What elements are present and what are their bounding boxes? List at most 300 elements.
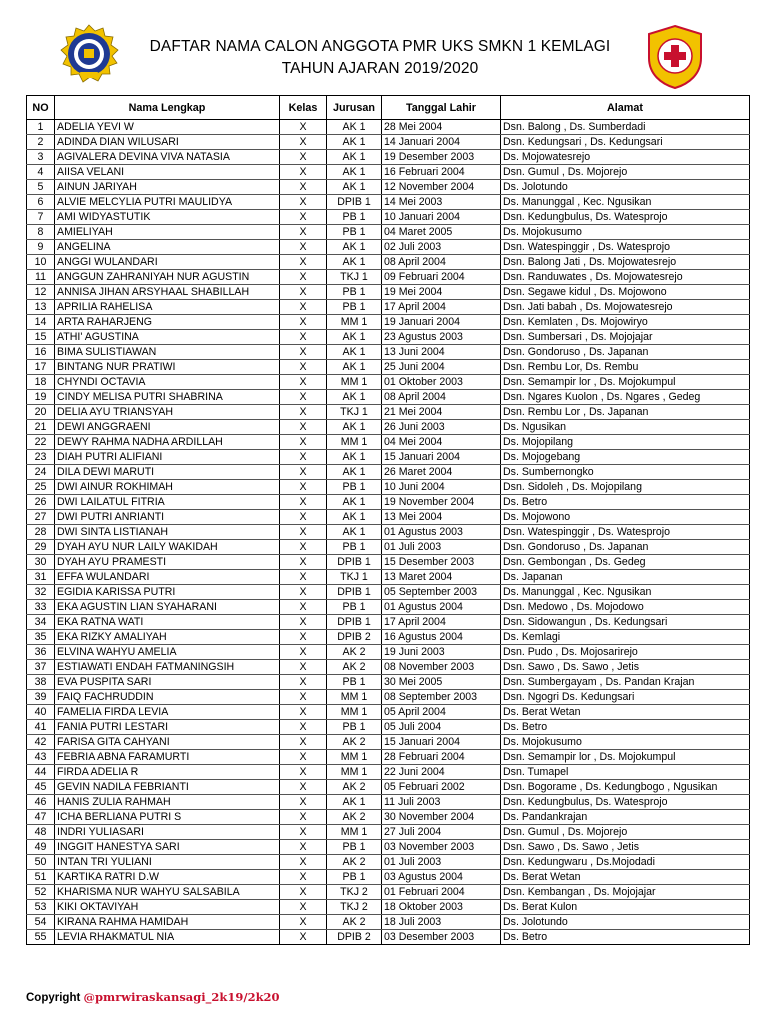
cell-nama: FIRDA ADELIA R xyxy=(55,765,280,780)
cell-nama: EKA RATNA WATI xyxy=(55,615,280,630)
table-row xyxy=(27,870,750,885)
cell-no: 11 xyxy=(27,270,55,285)
cell-nama: EFFA WULANDARI xyxy=(55,570,280,585)
cell-alamat: Ds. Mojogebang xyxy=(501,450,750,465)
cell-kelas: X xyxy=(280,465,327,480)
cell-no: 14 xyxy=(27,315,55,330)
table-row xyxy=(27,840,750,855)
cell-kelas: X xyxy=(280,930,327,945)
cell-tanggal: 14 Mei 2003 xyxy=(382,195,501,210)
cell-nama: DEWI ANGGRAENI xyxy=(55,420,280,435)
cell-jurusan: AK 1 xyxy=(327,525,382,540)
cell-jurusan: AK 2 xyxy=(327,735,382,750)
table-row xyxy=(27,825,750,840)
cell-alamat: Ds. Berat Kulon xyxy=(501,900,750,915)
cell-tanggal: 08 November 2003 xyxy=(382,660,501,675)
cell-tanggal: 17 April 2004 xyxy=(382,300,501,315)
cell-alamat: Ds. Berat Wetan xyxy=(501,705,750,720)
cell-no: 34 xyxy=(27,615,55,630)
cell-alamat: Dsn. Sumbersari , Ds. Mojojajar xyxy=(501,330,750,345)
member-table xyxy=(26,95,750,945)
copyright-footer xyxy=(26,990,280,1004)
cell-no: 22 xyxy=(27,435,55,450)
cell-alamat: Ds. Pandankrajan xyxy=(501,810,750,825)
cell-alamat: Dsn. Sidoleh , Ds. Mojopilang xyxy=(501,480,750,495)
cell-no: 13 xyxy=(27,300,55,315)
table-row xyxy=(27,615,750,630)
cell-jurusan: AK 1 xyxy=(327,255,382,270)
pmr-logo xyxy=(645,24,705,90)
title-line-2: TAHUN AJARAN 2019/2020 xyxy=(281,60,479,77)
cell-nama: AGIVALERA DEVINA VIVA NATASIA xyxy=(55,150,280,165)
cell-no: 21 xyxy=(27,420,55,435)
cell-alamat: Dsn. Watespinggir , Ds. Watesprojo xyxy=(501,525,750,540)
cell-jurusan: AK 1 xyxy=(327,390,382,405)
table-row xyxy=(27,135,750,150)
cell-alamat: Dsn. Sawo , Ds. Sawo , Jetis xyxy=(501,840,750,855)
cell-tanggal: 10 Juni 2004 xyxy=(382,480,501,495)
copyright-handle: @pmrwiraskansagi_2k19/2k20 xyxy=(83,990,280,1004)
cell-alamat: Ds. Mojowono xyxy=(501,510,750,525)
cell-kelas: X xyxy=(280,510,327,525)
cell-tanggal: 01 Juli 2003 xyxy=(382,540,501,555)
cell-alamat: Dsn. Sidowangun , Ds. Kedungsari xyxy=(501,615,750,630)
cell-kelas: X xyxy=(280,225,327,240)
cell-jurusan: MM 1 xyxy=(327,315,382,330)
cell-tanggal: 14 Januari 2004 xyxy=(382,135,501,150)
cell-tanggal: 21 Mei 2004 xyxy=(382,405,501,420)
cell-kelas: X xyxy=(280,900,327,915)
cell-nama: FANIA PUTRI LESTARI xyxy=(55,720,280,735)
cell-no: 9 xyxy=(27,240,55,255)
table-row xyxy=(27,375,750,390)
table-row xyxy=(27,270,750,285)
cell-alamat: Dsn. Gondoruso , Ds. Japanan xyxy=(501,540,750,555)
table-row xyxy=(27,120,750,135)
cell-nama: HANIS ZULIA RAHMAH xyxy=(55,795,280,810)
cell-jurusan: AK 1 xyxy=(327,510,382,525)
cell-alamat: Dsn. Kemlaten , Ds. Mojowiryo xyxy=(501,315,750,330)
cell-tanggal: 15 Januari 2004 xyxy=(382,735,501,750)
cell-jurusan: PB 1 xyxy=(327,285,382,300)
cell-jurusan: TKJ 1 xyxy=(327,405,382,420)
cell-alamat: Ds. Betro xyxy=(501,930,750,945)
table-row xyxy=(27,555,750,570)
cell-nama: BIMA SULISTIAWAN xyxy=(55,345,280,360)
cell-jurusan: DPIB 2 xyxy=(327,930,382,945)
cell-nama: ANNISA JIHAN ARSYHAAL SHABILLAH xyxy=(55,285,280,300)
cell-alamat: Ds. Mojopilang xyxy=(501,435,750,450)
cell-tanggal: 23 Agustus 2003 xyxy=(382,330,501,345)
table-row xyxy=(27,750,750,765)
cell-jurusan: PB 1 xyxy=(327,210,382,225)
cell-tanggal: 19 Mei 2004 xyxy=(382,285,501,300)
cell-kelas: X xyxy=(280,540,327,555)
cell-nama: DWI PUTRI ANRIANTI xyxy=(55,510,280,525)
cell-no: 51 xyxy=(27,870,55,885)
cell-alamat: Dsn. Rembu Lor, Ds. Rembu xyxy=(501,360,750,375)
cell-nama: KARTIKA RATRI D.W xyxy=(55,870,280,885)
cell-nama: AMIELIYAH xyxy=(55,225,280,240)
cell-jurusan: AK 2 xyxy=(327,855,382,870)
cell-jurusan: AK 1 xyxy=(327,165,382,180)
table-row xyxy=(27,795,750,810)
column-header-alamat: Alamat xyxy=(501,96,750,120)
table-row xyxy=(27,405,750,420)
cell-alamat: Dsn. Sawo , Ds. Sawo , Jetis xyxy=(501,660,750,675)
cell-no: 18 xyxy=(27,375,55,390)
cell-kelas: X xyxy=(280,165,327,180)
cell-tanggal: 26 Juni 2003 xyxy=(382,420,501,435)
table-row xyxy=(27,360,750,375)
table-row xyxy=(27,255,750,270)
cell-no: 46 xyxy=(27,795,55,810)
cell-no: 32 xyxy=(27,585,55,600)
cell-kelas: X xyxy=(280,255,327,270)
cell-kelas: X xyxy=(280,855,327,870)
cell-no: 44 xyxy=(27,765,55,780)
cell-kelas: X xyxy=(280,870,327,885)
cell-tanggal: 19 Juni 2003 xyxy=(382,645,501,660)
cell-jurusan: MM 1 xyxy=(327,690,382,705)
cell-jurusan: AK 1 xyxy=(327,120,382,135)
table-row xyxy=(27,345,750,360)
cell-nama: ELVINA WAHYU AMELIA xyxy=(55,645,280,660)
cell-jurusan: PB 1 xyxy=(327,600,382,615)
cell-tanggal: 11 Juli 2003 xyxy=(382,795,501,810)
cell-kelas: X xyxy=(280,780,327,795)
table-row xyxy=(27,210,750,225)
cell-nama: CHYNDI OCTAVIA xyxy=(55,375,280,390)
cell-tanggal: 18 Oktober 2003 xyxy=(382,900,501,915)
cell-tanggal: 19 Desember 2003 xyxy=(382,150,501,165)
cell-tanggal: 04 Maret 2005 xyxy=(382,225,501,240)
cell-jurusan: MM 1 xyxy=(327,435,382,450)
cell-nama: ESTIAWATI ENDAH FATMANINGSIH xyxy=(55,660,280,675)
cell-tanggal: 19 November 2004 xyxy=(382,495,501,510)
cell-alamat: Dsn. Semampir lor , Ds. Mojokumpul xyxy=(501,750,750,765)
cell-jurusan: PB 1 xyxy=(327,480,382,495)
cell-kelas: X xyxy=(280,645,327,660)
cell-tanggal: 01 Agustus 2004 xyxy=(382,600,501,615)
cell-no: 7 xyxy=(27,210,55,225)
cell-kelas: X xyxy=(280,705,327,720)
cell-jurusan: TKJ 2 xyxy=(327,900,382,915)
cell-jurusan: AK 1 xyxy=(327,135,382,150)
cell-no: 48 xyxy=(27,825,55,840)
cell-no: 16 xyxy=(27,345,55,360)
cell-kelas: X xyxy=(280,570,327,585)
cell-alamat: Dsn. Kembangan , Ds. Mojojajar xyxy=(501,885,750,900)
table-row xyxy=(27,570,750,585)
cell-kelas: X xyxy=(280,345,327,360)
table-body xyxy=(27,120,750,945)
cell-jurusan: MM 1 xyxy=(327,750,382,765)
cell-kelas: X xyxy=(280,390,327,405)
cell-tanggal: 15 Desember 2003 xyxy=(382,555,501,570)
cell-tanggal: 13 Mei 2004 xyxy=(382,510,501,525)
cell-alamat: Dsn. Pudo , Ds. Mojosarirejo xyxy=(501,645,750,660)
cell-tanggal: 10 Januari 2004 xyxy=(382,210,501,225)
cell-kelas: X xyxy=(280,885,327,900)
table-row xyxy=(27,900,750,915)
table-row xyxy=(27,165,750,180)
cell-kelas: X xyxy=(280,630,327,645)
table-row xyxy=(27,225,750,240)
cell-nama: ANGGI WULANDARI xyxy=(55,255,280,270)
cell-jurusan: AK 2 xyxy=(327,915,382,930)
cell-no: 27 xyxy=(27,510,55,525)
cell-tanggal: 25 Juni 2004 xyxy=(382,360,501,375)
cell-kelas: X xyxy=(280,525,327,540)
table-header-row xyxy=(27,96,750,120)
cell-no: 2 xyxy=(27,135,55,150)
cell-jurusan: MM 1 xyxy=(327,765,382,780)
table-row xyxy=(27,300,750,315)
cell-tanggal: 09 Februari 2004 xyxy=(382,270,501,285)
cell-tanggal: 01 Februari 2004 xyxy=(382,885,501,900)
cell-tanggal: 16 Februari 2004 xyxy=(382,165,501,180)
cell-tanggal: 08 September 2003 xyxy=(382,690,501,705)
cell-tanggal: 08 April 2004 xyxy=(382,390,501,405)
cell-alamat: Ds. Manunggal , Kec. Ngusikan xyxy=(501,585,750,600)
cell-kelas: X xyxy=(280,720,327,735)
cell-tanggal: 22 Juni 2004 xyxy=(382,765,501,780)
cell-kelas: X xyxy=(280,825,327,840)
cell-kelas: X xyxy=(280,480,327,495)
cell-tanggal: 26 Maret 2004 xyxy=(382,465,501,480)
cell-jurusan: PB 1 xyxy=(327,225,382,240)
cell-jurusan: DPIB 1 xyxy=(327,585,382,600)
cell-nama: DILA DEWI MARUTI xyxy=(55,465,280,480)
table-row xyxy=(27,390,750,405)
cell-nama: DWI AINUR ROKHIMAH xyxy=(55,480,280,495)
cell-kelas: X xyxy=(280,150,327,165)
cell-tanggal: 03 Agustus 2004 xyxy=(382,870,501,885)
cell-nama: EKA AGUSTIN LIAN SYAHARANI xyxy=(55,600,280,615)
cell-jurusan: AK 2 xyxy=(327,810,382,825)
cell-no: 33 xyxy=(27,600,55,615)
table-row xyxy=(27,495,750,510)
cell-jurusan: AK 2 xyxy=(327,645,382,660)
table-row xyxy=(27,930,750,945)
cell-kelas: X xyxy=(280,420,327,435)
cell-nama: DELIA AYU TRIANSYAH xyxy=(55,405,280,420)
cell-no: 41 xyxy=(27,720,55,735)
cell-no: 12 xyxy=(27,285,55,300)
title-line-1: DAFTAR NAMA CALON ANGGOTA PMR UKS SMKN 1 KEMLAGI xyxy=(149,38,611,55)
cell-alamat: Dsn. Tumapel xyxy=(501,765,750,780)
cell-kelas: X xyxy=(280,360,327,375)
cell-no: 31 xyxy=(27,570,55,585)
table-row xyxy=(27,885,750,900)
cell-nama: ADINDA DIAN WILUSARI xyxy=(55,135,280,150)
copyright-label: Copyright xyxy=(26,992,81,1004)
column-header-jurusan: Jurusan xyxy=(327,96,382,120)
cell-tanggal: 16 Agustus 2004 xyxy=(382,630,501,645)
column-header-kelas: Kelas xyxy=(280,96,327,120)
cell-kelas: X xyxy=(280,915,327,930)
cell-tanggal: 05 Februari 2002 xyxy=(382,780,501,795)
cell-tanggal: 03 November 2003 xyxy=(382,840,501,855)
cell-jurusan: DPIB 1 xyxy=(327,615,382,630)
cell-nama: ARTA RAHARJENG xyxy=(55,315,280,330)
cell-no: 45 xyxy=(27,780,55,795)
document-header xyxy=(0,0,768,94)
cell-nama: BINTANG NUR PRATIWI xyxy=(55,360,280,375)
cell-jurusan: DPIB 1 xyxy=(327,555,382,570)
cell-nama: EGIDIA KARISSA PUTRI xyxy=(55,585,280,600)
cell-no: 28 xyxy=(27,525,55,540)
cell-jurusan: AK 1 xyxy=(327,330,382,345)
cell-jurusan: DPIB 2 xyxy=(327,630,382,645)
cell-no: 29 xyxy=(27,540,55,555)
cell-kelas: X xyxy=(280,495,327,510)
cell-kelas: X xyxy=(280,810,327,825)
table-row xyxy=(27,675,750,690)
cell-jurusan: AK 2 xyxy=(327,660,382,675)
cell-nama: FAMELIA FIRDA LEVIA xyxy=(55,705,280,720)
cell-jurusan: AK 1 xyxy=(327,180,382,195)
cell-no: 20 xyxy=(27,405,55,420)
cell-alamat: Ds. Mojokusumo xyxy=(501,225,750,240)
cell-no: 47 xyxy=(27,810,55,825)
table-row xyxy=(27,450,750,465)
cell-no: 4 xyxy=(27,165,55,180)
cell-alamat: Dsn. Gumul , Ds. Mojorejo xyxy=(501,825,750,840)
cell-alamat: Dsn. Bogorame , Ds. Kedungbogo , Ngusikan xyxy=(501,780,750,795)
cell-nama: DEWY RAHMA NADHA ARDILLAH xyxy=(55,435,280,450)
cell-jurusan: MM 1 xyxy=(327,375,382,390)
cell-nama: ADELIA YEVI W xyxy=(55,120,280,135)
cell-alamat: Dsn. Kedungsari , Ds. Kedungsari xyxy=(501,135,750,150)
cell-kelas: X xyxy=(280,330,327,345)
cell-jurusan: TKJ 1 xyxy=(327,270,382,285)
cell-alamat: Dsn. Sumbergayam , Ds. Pandan Krajan xyxy=(501,675,750,690)
cell-no: 1 xyxy=(27,120,55,135)
cell-no: 8 xyxy=(27,225,55,240)
cell-no: 10 xyxy=(27,255,55,270)
cell-tanggal: 05 September 2003 xyxy=(382,585,501,600)
cell-kelas: X xyxy=(280,675,327,690)
table-row xyxy=(27,585,750,600)
cell-no: 38 xyxy=(27,675,55,690)
cell-alamat: Ds. Manunggal , Kec. Ngusikan xyxy=(501,195,750,210)
cell-tanggal: 30 Mei 2005 xyxy=(382,675,501,690)
cell-tanggal: 28 Februari 2004 xyxy=(382,750,501,765)
cell-alamat: Ds. Kemlagi xyxy=(501,630,750,645)
cell-nama: APRILIA RAHELISA xyxy=(55,300,280,315)
cell-tanggal: 04 Mei 2004 xyxy=(382,435,501,450)
cell-nama: EVA PUSPITA SARI xyxy=(55,675,280,690)
cell-alamat: Dsn. Rembu Lor , Ds. Japanan xyxy=(501,405,750,420)
table-row xyxy=(27,540,750,555)
cell-no: 37 xyxy=(27,660,55,675)
cell-kelas: X xyxy=(280,210,327,225)
table-row xyxy=(27,690,750,705)
cell-alamat: Ds. Mojowatesrejo xyxy=(501,150,750,165)
cell-nama: INGGIT HANESTYA SARI xyxy=(55,840,280,855)
cell-alamat: Ds. Ngusikan xyxy=(501,420,750,435)
cell-kelas: X xyxy=(280,180,327,195)
cell-nama: ALVIE MELCYLIA PUTRI MAULIDYA xyxy=(55,195,280,210)
cell-nama: DYAH AYU PRAMESTI xyxy=(55,555,280,570)
cell-alamat: Dsn. Gumul , Ds. Mojorejo xyxy=(501,165,750,180)
cell-jurusan: TKJ 2 xyxy=(327,885,382,900)
cell-tanggal: 15 Januari 2004 xyxy=(382,450,501,465)
cell-tanggal: 05 Juli 2004 xyxy=(382,720,501,735)
cell-tanggal: 05 April 2004 xyxy=(382,705,501,720)
cell-tanggal: 30 November 2004 xyxy=(382,810,501,825)
cell-alamat: Ds. Jolotundo xyxy=(501,915,750,930)
table-row xyxy=(27,660,750,675)
cell-no: 15 xyxy=(27,330,55,345)
cell-jurusan: AK 1 xyxy=(327,495,382,510)
cell-no: 5 xyxy=(27,180,55,195)
cell-jurusan: PB 1 xyxy=(327,720,382,735)
cell-no: 36 xyxy=(27,645,55,660)
cell-nama: AMI WIDYASTUTIK xyxy=(55,210,280,225)
cell-kelas: X xyxy=(280,405,327,420)
table-row xyxy=(27,780,750,795)
cell-jurusan: MM 1 xyxy=(327,825,382,840)
cell-nama: AIISA VELANI xyxy=(55,165,280,180)
cell-nama: ANGGUN ZAHRANIYAH NUR AGUSTIN xyxy=(55,270,280,285)
cell-kelas: X xyxy=(280,240,327,255)
cell-tanggal: 03 Desember 2003 xyxy=(382,930,501,945)
table-row xyxy=(27,765,750,780)
cell-alamat: Dsn. Kedungbulus, Ds. Watesprojo xyxy=(501,795,750,810)
cell-nama: KIKI OKTAVIYAH xyxy=(55,900,280,915)
cell-no: 40 xyxy=(27,705,55,720)
column-header-tanggal-lahir: Tanggal Lahir xyxy=(382,96,501,120)
cell-nama: ICHA BERLIANA PUTRI S xyxy=(55,810,280,825)
cell-nama: CINDY MELISA PUTRI SHABRINA xyxy=(55,390,280,405)
cell-no: 30 xyxy=(27,555,55,570)
table-row xyxy=(27,525,750,540)
cell-kelas: X xyxy=(280,765,327,780)
cell-kelas: X xyxy=(280,600,327,615)
cell-jurusan: PB 1 xyxy=(327,300,382,315)
column-header-nama: Nama Lengkap xyxy=(55,96,280,120)
cell-alamat: Ds. Sumbernongko xyxy=(501,465,750,480)
cell-jurusan: AK 2 xyxy=(327,780,382,795)
cell-no: 23 xyxy=(27,450,55,465)
cell-kelas: X xyxy=(280,285,327,300)
table-row xyxy=(27,645,750,660)
table-row xyxy=(27,630,750,645)
cell-jurusan: AK 1 xyxy=(327,420,382,435)
cell-nama: KIRANA RAHMA HAMIDAH xyxy=(55,915,280,930)
cell-nama: ATHI' AGUSTINA xyxy=(55,330,280,345)
cell-tanggal: 19 Januari 2004 xyxy=(382,315,501,330)
cell-jurusan: DPIB 1 xyxy=(327,195,382,210)
cell-no: 50 xyxy=(27,855,55,870)
cell-tanggal: 13 Juni 2004 xyxy=(382,345,501,360)
cell-alamat: Dsn. Gondoruso , Ds. Japanan xyxy=(501,345,750,360)
cell-no: 24 xyxy=(27,465,55,480)
cell-nama: ANGELINA xyxy=(55,240,280,255)
cell-no: 52 xyxy=(27,885,55,900)
cell-no: 55 xyxy=(27,930,55,945)
cell-kelas: X xyxy=(280,135,327,150)
cell-alamat: Ds. Berat Wetan xyxy=(501,870,750,885)
cell-alamat: Dsn. Balong , Ds. Sumberdadi xyxy=(501,120,750,135)
cell-nama: INTAN TRI YULIANI xyxy=(55,855,280,870)
cell-no: 25 xyxy=(27,480,55,495)
cell-nama: DWI SINTA LISTIANAH xyxy=(55,525,280,540)
cell-nama: GEVIN NADILA FEBRIANTI xyxy=(55,780,280,795)
